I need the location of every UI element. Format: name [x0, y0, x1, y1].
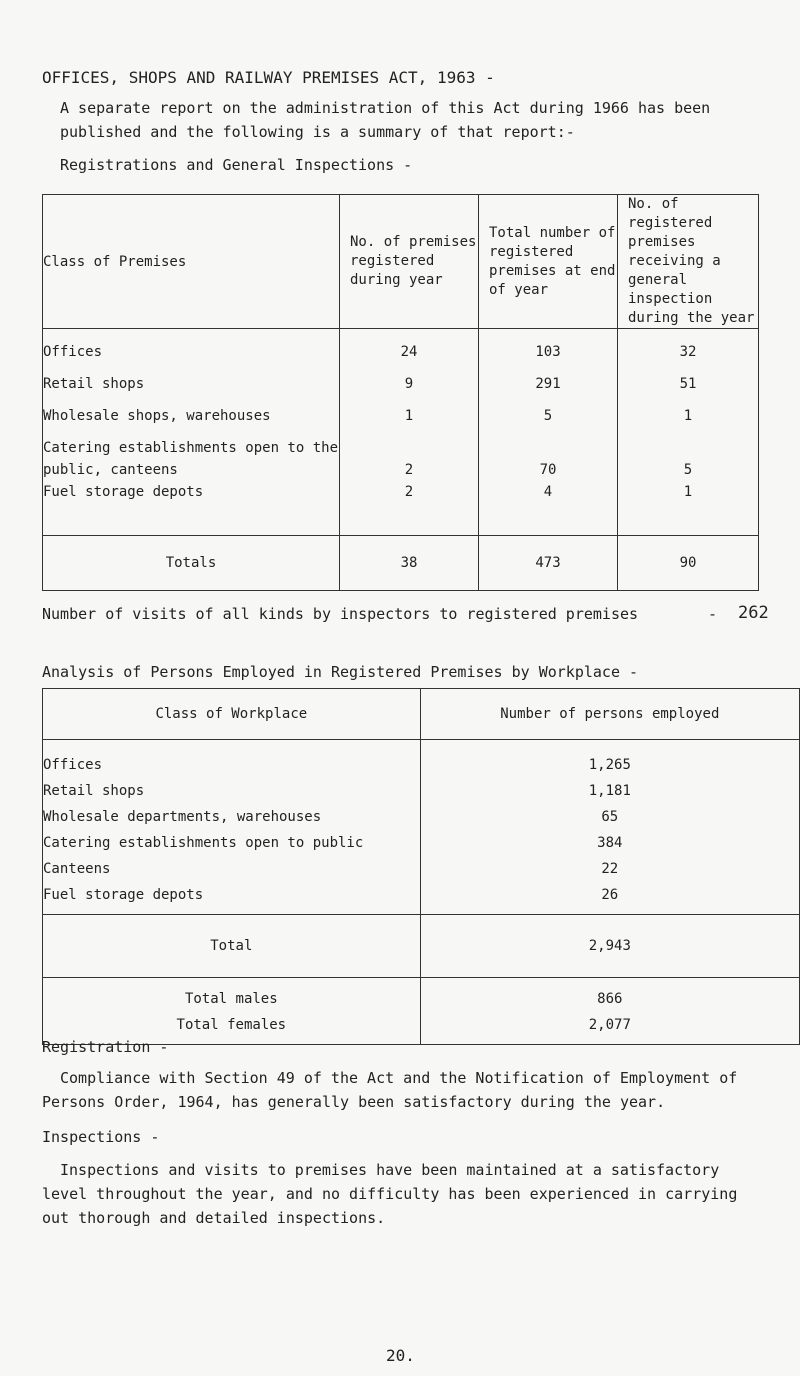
visits-label: Number of visits of all kinds by inspectors to registered premises	[42, 605, 639, 623]
table1-totals-total: 473	[479, 536, 618, 591]
table2-total-number: 2,943	[420, 915, 799, 978]
table2-row-number: 22	[601, 861, 619, 877]
table2-class-column	[43, 740, 421, 915]
table1-row-registered: 24	[400, 344, 418, 360]
inspections-title: Inspections -	[42, 1128, 160, 1146]
table1-row-registered: 2	[404, 484, 414, 500]
table1-header-inspected: No. of registered premises receiving a general inspection during the year	[618, 195, 759, 329]
table1-inspected-column	[618, 329, 759, 536]
table1-registered-column	[340, 329, 479, 536]
table1-row-inspected: 1	[683, 408, 693, 424]
table1-row-total: 4	[543, 484, 553, 500]
table2-gender-numbers	[420, 978, 799, 1045]
workplace-table	[42, 688, 800, 1045]
table1-header-class: Class of Premises	[43, 195, 340, 329]
table2-males-label: Total males	[184, 991, 278, 1007]
table2-gender-labels	[43, 978, 421, 1045]
table2-row-class: Offices	[43, 757, 103, 773]
analysis-title: Analysis of Persons Employed in Registered Premises by Workplace -	[42, 663, 639, 681]
table2-row-number: 1,181	[588, 783, 631, 799]
page-number: 20.	[386, 1346, 415, 1365]
table2-header-class: Class of Workplace	[43, 689, 421, 740]
table1-totals-inspected: 90	[618, 536, 759, 591]
table2-row-class: Wholesale departments, warehouses	[43, 809, 322, 825]
table2-row-class: Fuel storage depots	[43, 887, 204, 903]
page-heading: OFFICES, SHOPS AND RAILWAY PREMISES ACT, 1963 -	[42, 68, 495, 87]
table1-row-class: Catering establishments open to the public, canteens	[43, 440, 339, 478]
intro-paragraph: A separate report on the administration of this Act during 1966 has been published and the following is a summary of that report:-	[60, 99, 711, 141]
table1-header-registered: No. of premises registered during year	[340, 195, 479, 329]
table1-row-class: Retail shops	[43, 376, 145, 392]
visits-dash: -	[708, 605, 718, 623]
table1-row-inspected: 5	[683, 462, 693, 478]
table2-row-number: 65	[601, 809, 619, 825]
table2-header-number: Number of persons employed	[420, 689, 799, 740]
visits-value: 262	[738, 603, 769, 623]
table2-females-number: 2,077	[588, 1017, 631, 1033]
table1-class-column	[43, 329, 340, 536]
registration-text: Compliance with Section 49 of the Act and the Notification of Employment of Persons Order, 1964, has generally been satisfactory during the year.	[42, 1069, 738, 1111]
table1-row-class: Offices	[43, 344, 103, 360]
table1-row-class: Fuel storage depots	[43, 484, 204, 500]
table1-totals-label: Totals	[43, 536, 340, 591]
table1-row-total: 5	[543, 408, 553, 424]
table2-row-number: 384	[597, 835, 623, 851]
table1-row-inspected: 51	[679, 376, 697, 392]
table1-row-inspected: 1	[683, 484, 693, 500]
registrations-table	[42, 194, 759, 591]
table1-row-total: 291	[535, 376, 561, 392]
table2-row-class: Retail shops	[43, 783, 145, 799]
table2-row-class: Catering establishments open to public	[43, 835, 364, 851]
table1-totals-registered: 38	[340, 536, 479, 591]
table1-row-registered: 1	[404, 408, 414, 424]
table2-females-label: Total females	[176, 1017, 287, 1033]
registration-title: Registration -	[42, 1038, 169, 1056]
table2-males-number: 866	[597, 991, 623, 1007]
table1-row-registered: 9	[404, 376, 414, 392]
table2-row-number: 26	[601, 887, 619, 903]
table1-row-class: Wholesale shops, warehouses	[43, 408, 271, 424]
table2-total-label: Total	[43, 915, 421, 978]
table1-row-total: 103	[535, 344, 561, 360]
table2-row-number: 1,265	[588, 757, 631, 773]
table1-row-inspected: 32	[679, 344, 697, 360]
table1-row-registered: 2	[404, 462, 414, 478]
table2-number-column	[420, 740, 799, 915]
table2-row-class: Canteens	[43, 861, 111, 877]
registrations-title: Registrations and General Inspections -	[60, 156, 413, 174]
table1-header-total: Total number of registered premises at end of year	[479, 195, 618, 329]
table1-total-column	[479, 329, 618, 536]
table1-row-total: 70	[539, 462, 557, 478]
inspections-text: Inspections and visits to premises have been maintained at a satisfactory level throughout the year, and no difficulty has been experienced in carrying out thorough and detailed inspections.	[42, 1161, 738, 1227]
